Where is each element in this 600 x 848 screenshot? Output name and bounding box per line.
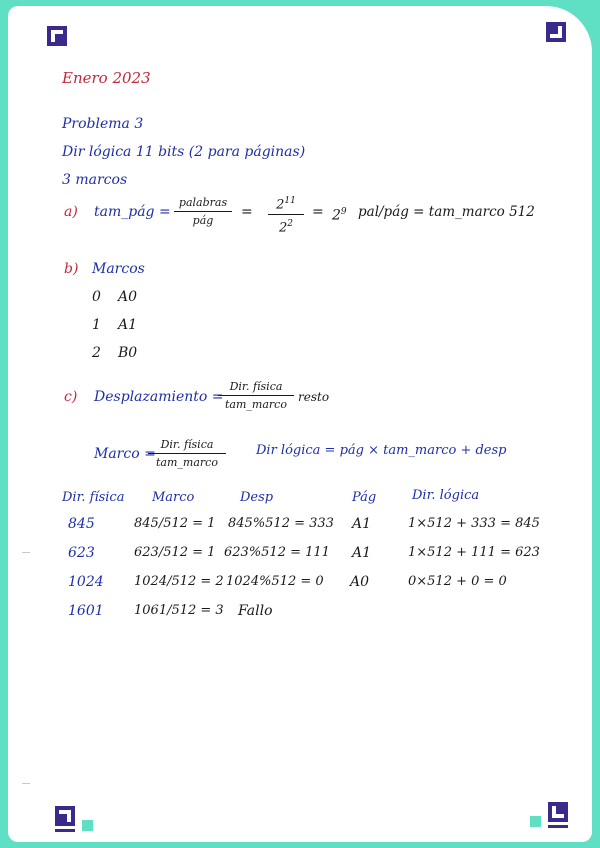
part-b-title: Marcos <box>92 261 145 277</box>
power-exponent: 2 <box>287 219 293 230</box>
problem-frames: 3 marcos <box>62 172 128 188</box>
fraction-numerator: Dir. física <box>148 438 226 454</box>
cell-physical: 623 <box>68 545 95 561</box>
cell-physical: 1601 <box>68 603 104 619</box>
cell-offset: 1024%512 = 0 <box>226 574 324 589</box>
notebook-logo-bottom-right-icon <box>548 802 568 828</box>
cell-logical: 1×512 + 111 = 623 <box>408 545 540 560</box>
cell-page: A1 <box>352 545 372 561</box>
decor-square-left <box>82 820 93 831</box>
power-base: 2 <box>276 197 285 213</box>
part-a-fraction-powers <box>268 194 304 236</box>
cell-page: A1 <box>352 516 372 532</box>
notebook-logo-top-right-icon <box>546 22 566 42</box>
frame-number: 0 <box>92 289 101 305</box>
part-b-label: b) <box>64 261 79 277</box>
cell-offset: 845%512 = 333 <box>228 516 334 531</box>
frame-number: 2 <box>92 345 101 361</box>
notebook-logo-top-left-icon <box>47 26 67 46</box>
table-header-offset: Desp <box>240 490 274 505</box>
margin-tick <box>22 783 30 784</box>
part-a-lhs: tam_pág = <box>94 204 171 220</box>
power-two-nine: $2^9$ <box>332 207 347 224</box>
table-header-logical: Dir. lógica <box>412 488 480 503</box>
frame-page: B0 <box>118 345 138 361</box>
logical-address-formula: Dir lógica = pág × tam_marco + desp <box>256 443 507 458</box>
cell-physical: 845 <box>68 516 95 532</box>
cell-offset: 623%512 = 111 <box>224 545 330 560</box>
power-base: 2 <box>278 220 288 236</box>
problem-logical-address: Dir lógica 11 bits (2 para páginas) <box>62 144 306 160</box>
cell-page: A0 <box>350 574 370 590</box>
fraction-numerator: palabras <box>174 196 232 212</box>
part-a-result: pal/pág = tam_marco 512 <box>358 204 535 220</box>
cell-frame: 1061/512 = 3 <box>134 603 224 618</box>
table-header-frame: Marco <box>152 490 195 505</box>
frame-page: A0 <box>118 289 138 305</box>
frame-number: 1 <box>92 317 101 333</box>
fraction-numerator: Dir. física <box>218 380 294 396</box>
cell-physical: 1024 <box>68 574 104 590</box>
table-header-physical: Dir. física <box>62 490 125 505</box>
margin-tick <box>22 552 30 553</box>
fraction-denominator: pág <box>192 214 214 227</box>
part-c-suffix: resto <box>298 390 330 404</box>
table-header-page: Pág <box>352 490 377 505</box>
cell-offset: Fallo <box>238 603 273 619</box>
cell-frame: 1024/512 = 2 <box>134 574 224 589</box>
frame-page: A1 <box>118 317 138 333</box>
problem-title: Problema 3 <box>62 116 144 132</box>
power-exponent: 11 <box>284 196 296 206</box>
part-a-fraction-words-page <box>174 196 232 227</box>
part-c-lhs: Desplazamiento = <box>94 389 224 405</box>
fraction-denominator: tam_marco <box>225 398 287 411</box>
cell-frame: 845/512 = 1 <box>134 516 216 531</box>
notebook-logo-bottom-left-icon <box>55 806 75 832</box>
fraction-denominator: tam_marco <box>156 456 218 469</box>
marco-fraction <box>148 438 226 469</box>
part-c-fraction <box>218 380 294 411</box>
equals-sign: = <box>241 204 253 220</box>
equals-sign: = <box>312 204 324 220</box>
cell-frame: 623/512 = 1 <box>134 545 216 560</box>
cell-logical: 1×512 + 333 = 845 <box>408 516 540 531</box>
marco-lhs: Marco = <box>94 446 156 462</box>
cell-logical: 0×512 + 0 = 0 <box>408 574 507 589</box>
part-a-label: a) <box>64 204 78 220</box>
part-c-label: c) <box>64 389 78 405</box>
decor-square-right <box>530 816 541 827</box>
note-date: Enero 2023 <box>62 69 151 87</box>
